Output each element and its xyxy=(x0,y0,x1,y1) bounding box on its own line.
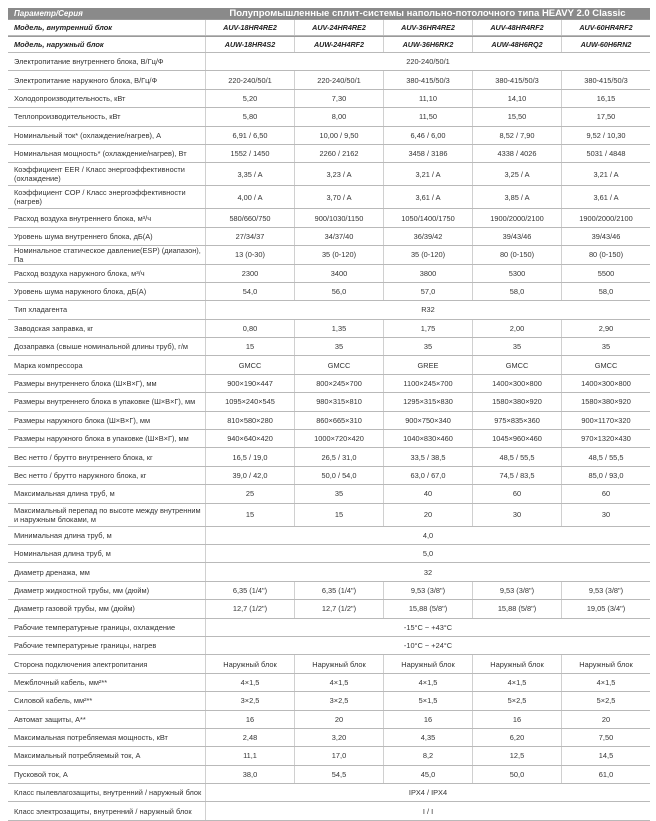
value-cell: 4338 / 4026 xyxy=(472,145,561,162)
value-cell: 16 xyxy=(383,711,472,728)
value-cell: 15,50 xyxy=(472,108,561,125)
value-cell: 8,52 / 7,90 xyxy=(472,127,561,144)
value-cell: 26,5 / 31,0 xyxy=(294,448,383,465)
row-label: Диаметр газовой трубы, мм (дюйм) xyxy=(14,604,135,614)
table-row xyxy=(8,108,650,126)
row-label: Сторона подключения электропитания xyxy=(14,659,148,669)
value-cell: 10,00 / 9,50 xyxy=(294,127,383,144)
value-cell: 7,30 xyxy=(294,90,383,107)
row-label: Максимальный перепад по высоте между внутренним и наружным блоками, м xyxy=(14,505,201,524)
value-cell: 980×315×810 xyxy=(294,393,383,410)
value-cell: 25 xyxy=(205,485,294,502)
row-label: Теплопроизводительность, кВт xyxy=(14,112,121,122)
value-cell: 16 xyxy=(472,711,561,728)
value-cell: 1,35 xyxy=(294,320,383,337)
value-cell: 4,00 / A xyxy=(205,186,294,208)
row-label: Вес нетто / брутто наружного блока, кг xyxy=(14,471,147,480)
value-cell: 1552 / 1450 xyxy=(205,145,294,162)
row-label: Размеры внутреннего блока в упаковке (Ш×В×Г), мм xyxy=(14,397,196,407)
merged-value-cell: I / I xyxy=(205,802,650,819)
value-cell: 16,5 / 19,0 xyxy=(205,448,294,465)
value-cell: 11,10 xyxy=(383,90,472,107)
value-cell: 3,35 / A xyxy=(205,163,294,185)
model-name-cell: AUV-48HR4RF2 xyxy=(472,20,561,35)
row-label: Холодопроизводительность, кВт xyxy=(14,93,126,103)
value-cell: 6,46 / 6,00 xyxy=(383,127,472,144)
value-cell: 3,21 / A xyxy=(561,163,650,185)
value-cell: 45,0 xyxy=(383,766,472,783)
value-cell: 380-415/50/3 xyxy=(383,71,472,88)
value-cell: 48,5 / 55,5 xyxy=(472,448,561,465)
row-label: Номинальный ток* (охлаждение/нагрев), А xyxy=(14,130,162,140)
table-row xyxy=(8,283,650,301)
value-cell: 12,5 xyxy=(472,747,561,764)
value-cell: 20 xyxy=(561,711,650,728)
merged-value-cell: -15°C ~ +43°C xyxy=(205,619,650,636)
value-cell: 12,7 (1/2") xyxy=(294,600,383,617)
value-cell: 810×580×280 xyxy=(205,412,294,429)
model-name-cell: AUV-60HR4RF2 xyxy=(561,20,650,35)
value-cell: 5×2,5 xyxy=(561,692,650,709)
table-row xyxy=(8,448,650,466)
table-row xyxy=(8,467,650,485)
table-row xyxy=(8,619,650,637)
value-cell: GMCC xyxy=(294,356,383,373)
value-cell: 85,0 / 93,0 xyxy=(561,467,650,484)
value-cell: 12,7 (1/2") xyxy=(205,600,294,617)
value-cell: Наружный блок xyxy=(205,655,294,672)
value-cell: 3,20 xyxy=(294,729,383,746)
value-cell: 80 (0-150) xyxy=(561,246,650,263)
value-cell: 15,88 (5/8") xyxy=(472,600,561,617)
value-cell: 14,5 xyxy=(561,747,650,764)
value-cell: 35 (0-120) xyxy=(294,246,383,263)
value-cell: 33,5 / 38,5 xyxy=(383,448,472,465)
row-label: Уровень шума наружного блока, дБ(A) xyxy=(14,287,147,297)
value-cell: 1900/2000/2100 xyxy=(472,209,561,226)
value-cell: 5,20 xyxy=(205,90,294,107)
row-label: Марка компрессора xyxy=(14,360,83,370)
row-label: Класс пылевлагозащиты, внутренний / наружный блок xyxy=(14,788,202,798)
model-row xyxy=(8,36,650,53)
table-row xyxy=(8,301,650,319)
value-cell: 9,52 / 10,30 xyxy=(561,127,650,144)
value-cell: 2300 xyxy=(205,265,294,282)
value-cell: 3800 xyxy=(383,265,472,282)
table-row xyxy=(8,527,650,545)
value-cell: 50,0 xyxy=(472,766,561,783)
value-cell: 800×245×700 xyxy=(294,375,383,392)
value-cell: 970×1320×430 xyxy=(561,430,650,447)
row-label: Коэффициент COP / Класс энергоэффективности (нагрев) xyxy=(14,188,186,207)
table-row xyxy=(8,246,650,264)
value-cell: 1040×830×460 xyxy=(383,430,472,447)
value-cell: 6,20 xyxy=(472,729,561,746)
row-label: Максимальная потребляемая мощность, кВт xyxy=(14,733,168,743)
value-cell: 4×1,5 xyxy=(561,674,650,691)
merged-value-cell: 4,0 xyxy=(205,527,650,544)
table-row xyxy=(8,265,650,283)
table-row xyxy=(8,430,650,448)
table-row xyxy=(8,600,650,618)
value-cell: 35 xyxy=(294,338,383,355)
value-cell: 2,90 xyxy=(561,320,650,337)
model-name-cell: AUV-24HR4RE2 xyxy=(294,20,383,35)
value-cell: 20 xyxy=(383,504,472,526)
table-row xyxy=(8,338,650,356)
row-label: Дозаправка (свыше номинальной длины труб), г/м xyxy=(14,342,188,352)
value-cell: 1580×380×920 xyxy=(561,393,650,410)
row-label: Номинальная длина труб, м xyxy=(14,549,111,559)
model-name-cell: AUW-18HR4S2 xyxy=(205,37,294,52)
value-cell: 1050/1400/1750 xyxy=(383,209,472,226)
value-cell: GMCC xyxy=(205,356,294,373)
merged-value-cell: IPX4 / IPX4 xyxy=(205,784,650,801)
value-cell: 35 (0-120) xyxy=(383,246,472,263)
value-cell: 7,50 xyxy=(561,729,650,746)
value-cell: 34/37/40 xyxy=(294,228,383,245)
value-cell: 30 xyxy=(561,504,650,526)
table-row xyxy=(8,90,650,108)
row-label: Максимальная длина труб, м xyxy=(14,489,115,499)
value-cell: 900×190×447 xyxy=(205,375,294,392)
value-cell: 5031 / 4848 xyxy=(561,145,650,162)
table-row xyxy=(8,320,650,338)
value-cell: 35 xyxy=(383,338,472,355)
value-cell: 17,0 xyxy=(294,747,383,764)
value-cell: 4×1,5 xyxy=(383,674,472,691)
table-body xyxy=(8,19,650,821)
model-name-cell: AUV-36HR4RE2 xyxy=(383,20,472,35)
value-cell: 19,05 (3/4") xyxy=(561,600,650,617)
value-cell: 900/1030/1150 xyxy=(294,209,383,226)
table-row xyxy=(8,802,650,820)
value-cell: 1045×960×460 xyxy=(472,430,561,447)
row-label: Размеры внутреннего блока (Ш×В×Г), мм xyxy=(14,379,157,389)
value-cell: 39,0 / 42,0 xyxy=(205,467,294,484)
table-row xyxy=(8,563,650,581)
value-cell: 5300 xyxy=(472,265,561,282)
value-cell: 900×1170×320 xyxy=(561,412,650,429)
table-row xyxy=(8,504,650,527)
row-label: Тип хладагента xyxy=(14,305,68,315)
table-row xyxy=(8,145,650,163)
value-cell: 580/660/750 xyxy=(205,209,294,226)
table-row xyxy=(8,186,650,209)
value-cell: 27/34/37 xyxy=(205,228,294,245)
value-cell: 48,5 / 55,5 xyxy=(561,448,650,465)
value-cell: 5×1,5 xyxy=(383,692,472,709)
value-cell: 220-240/50/1 xyxy=(294,71,383,88)
table-row xyxy=(8,356,650,374)
value-cell: 3400 xyxy=(294,265,383,282)
merged-value-cell: 5,0 xyxy=(205,545,650,562)
table-row xyxy=(8,784,650,802)
merged-value-cell: -10°C ~ +24°C xyxy=(205,637,650,654)
table-row xyxy=(8,393,650,411)
value-cell: 4×1,5 xyxy=(472,674,561,691)
value-cell: 35 xyxy=(561,338,650,355)
row-label: Автомат защиты, А** xyxy=(14,714,86,724)
value-cell: 2,48 xyxy=(205,729,294,746)
value-cell: 220-240/50/1 xyxy=(205,71,294,88)
value-cell: 1295×315×830 xyxy=(383,393,472,410)
table-row xyxy=(8,53,650,71)
table-row xyxy=(8,747,650,765)
merged-value-cell: R32 xyxy=(205,301,650,318)
table-row xyxy=(8,582,650,600)
value-cell: 5500 xyxy=(561,265,650,282)
value-cell: 4,35 xyxy=(383,729,472,746)
table-row xyxy=(8,209,650,227)
row-label: Силовой кабель, мм²** xyxy=(14,696,93,706)
value-cell: 1095×240×545 xyxy=(205,393,294,410)
table-row xyxy=(8,637,650,655)
row-label: Диаметр дренажа, мм xyxy=(14,567,90,577)
value-cell: 39/43/46 xyxy=(472,228,561,245)
row-label: Максимальный потребляемый ток, А xyxy=(14,751,141,761)
value-cell: 380-415/50/3 xyxy=(472,71,561,88)
value-cell: GMCC xyxy=(561,356,650,373)
value-cell: 13 (0-30) xyxy=(205,246,294,263)
value-cell: 30 xyxy=(472,504,561,526)
value-cell: 1100×245×700 xyxy=(383,375,472,392)
value-cell: 56,0 xyxy=(294,283,383,300)
value-cell: 1000×720×420 xyxy=(294,430,383,447)
row-label: Расход воздуха наружного блока, м³/ч xyxy=(14,268,145,278)
value-cell: 975×835×360 xyxy=(472,412,561,429)
value-cell: 54,5 xyxy=(294,766,383,783)
value-cell: 20 xyxy=(294,711,383,728)
value-cell: 3458 / 3186 xyxy=(383,145,472,162)
value-cell: 6,35 (1/4") xyxy=(294,582,383,599)
value-cell: 1,75 xyxy=(383,320,472,337)
value-cell: 3,23 / A xyxy=(294,163,383,185)
value-cell: Наружный блок xyxy=(294,655,383,672)
value-cell: 15 xyxy=(205,504,294,526)
value-cell: 6,91 / 6,50 xyxy=(205,127,294,144)
value-cell: 8,00 xyxy=(294,108,383,125)
table-row xyxy=(8,163,650,186)
value-cell: 35 xyxy=(472,338,561,355)
value-cell: 60 xyxy=(472,485,561,502)
value-cell: 50,0 / 54,0 xyxy=(294,467,383,484)
value-cell: 9,53 (3/8") xyxy=(383,582,472,599)
value-cell: 860×665×310 xyxy=(294,412,383,429)
value-cell: 2,00 xyxy=(472,320,561,337)
value-cell: 3,85 / A xyxy=(472,186,561,208)
table-row xyxy=(8,655,650,673)
value-cell: 61,0 xyxy=(561,766,650,783)
value-cell: 1580×380×920 xyxy=(472,393,561,410)
row-label: Электропитание внутреннего блока, В/Гц/Ф xyxy=(14,57,164,67)
model-name-cell: AUW-36H6RK2 xyxy=(383,37,472,52)
value-cell: 16 xyxy=(205,711,294,728)
row-label: Расход воздуха внутреннего блока, м³/ч xyxy=(14,213,152,223)
table-row xyxy=(8,71,650,89)
value-cell: 4×1,5 xyxy=(294,674,383,691)
value-cell: 5×2,5 xyxy=(472,692,561,709)
value-cell: 1400×300×800 xyxy=(472,375,561,392)
row-label: Номинальное статическое давление(ESP) (диапазон), Па xyxy=(14,246,201,264)
value-cell: 5,80 xyxy=(205,108,294,125)
value-cell: 940×640×420 xyxy=(205,430,294,447)
merged-value-cell: 32 xyxy=(205,563,650,580)
value-cell: 2260 / 2162 xyxy=(294,145,383,162)
value-cell: 58,0 xyxy=(561,283,650,300)
value-cell: 3,61 / A xyxy=(561,186,650,208)
value-cell: 8,2 xyxy=(383,747,472,764)
row-label: Размеры наружного блока в упаковке (Ш×В×Г), мм xyxy=(14,434,189,444)
value-cell: 9,53 (3/8") xyxy=(472,582,561,599)
value-cell: 58,0 xyxy=(472,283,561,300)
row-label: Вес нетто / брутто внутреннего блока, кг xyxy=(14,452,153,462)
value-cell: 74,5 / 83,5 xyxy=(472,467,561,484)
model-name-cell: AUV-18HR4RE2 xyxy=(205,20,294,35)
table-row xyxy=(8,674,650,692)
table-title: Полупромышленные сплит-системы напольно-потолочного типа HEAVY 2.0 Classic xyxy=(229,8,626,19)
value-cell: 11,50 xyxy=(383,108,472,125)
row-label: Минимальная длина труб, м xyxy=(14,530,112,540)
value-cell: 63,0 / 67,0 xyxy=(383,467,472,484)
value-cell: 3,21 / A xyxy=(383,163,472,185)
row-label: Заводская заправка, кг xyxy=(14,323,94,333)
value-cell: 0,80 xyxy=(205,320,294,337)
value-cell: 36/39/42 xyxy=(383,228,472,245)
model-row xyxy=(8,19,650,36)
table-row xyxy=(8,485,650,503)
value-cell: Наружный блок xyxy=(472,655,561,672)
table-row xyxy=(8,412,650,430)
row-label: Модель, наружный блок xyxy=(14,40,104,49)
value-cell: 16,15 xyxy=(561,90,650,107)
row-label: Рабочие температурные границы, нагрев xyxy=(14,641,157,651)
value-cell: 900×750×340 xyxy=(383,412,472,429)
value-cell: 1900/2000/2100 xyxy=(561,209,650,226)
row-label: Размеры наружного блока (Ш×В×Г), мм xyxy=(14,415,151,425)
table-row xyxy=(8,729,650,747)
value-cell: Наружный блок xyxy=(383,655,472,672)
table-row xyxy=(8,375,650,393)
value-cell: 9,53 (3/8") xyxy=(561,582,650,599)
value-cell: 3×2,5 xyxy=(205,692,294,709)
value-cell: GMCC xyxy=(472,356,561,373)
value-cell: 380-415/50/3 xyxy=(561,71,650,88)
value-cell: 3,25 / A xyxy=(472,163,561,185)
value-cell: 80 (0-150) xyxy=(472,246,561,263)
value-cell: 39/43/46 xyxy=(561,228,650,245)
table-row xyxy=(8,692,650,710)
row-label: Диаметр жидкостной трубы, мм (дюйм) xyxy=(14,585,150,595)
model-name-cell: AUW-48H6RQ2 xyxy=(472,37,561,52)
row-label: Электропитание наружного блока, В/Гц/Ф xyxy=(14,75,158,85)
table-row xyxy=(8,766,650,784)
value-cell: Наружный блок xyxy=(561,655,650,672)
table-row xyxy=(8,545,650,563)
value-cell: 17,50 xyxy=(561,108,650,125)
value-cell: 40 xyxy=(383,485,472,502)
value-cell: 3×2,5 xyxy=(294,692,383,709)
row-label: Модель, внутренний блок xyxy=(14,23,113,32)
table-row xyxy=(8,127,650,145)
model-name-cell: AUW-24H4RF2 xyxy=(294,37,383,52)
row-label: Пусковой ток, А xyxy=(14,769,68,779)
param-series-label: Параметр/Серия xyxy=(14,9,83,18)
value-cell: 38,0 xyxy=(205,766,294,783)
value-cell: 35 xyxy=(294,485,383,502)
row-label: Коэффициент EER / Класс энергоэффективности (охлаждение) xyxy=(14,165,185,184)
value-cell: 1400×300×800 xyxy=(561,375,650,392)
row-label: Класс электрозащиты, внутренний / наружный блок xyxy=(14,806,192,816)
value-cell: 6,35 (1/4") xyxy=(205,582,294,599)
table-row xyxy=(8,228,650,246)
value-cell: 15 xyxy=(294,504,383,526)
value-cell: 4×1,5 xyxy=(205,674,294,691)
model-name-cell: AUW-60H6RN2 xyxy=(561,37,650,52)
value-cell: 3,70 / A xyxy=(294,186,383,208)
value-cell: 14,10 xyxy=(472,90,561,107)
table-header xyxy=(8,8,650,19)
spec-table xyxy=(8,8,650,814)
value-cell: GREE xyxy=(383,356,472,373)
value-cell: 11,1 xyxy=(205,747,294,764)
row-label: Номинальная мощность* (охлаждение/нагрев), Вт xyxy=(14,149,187,159)
row-label: Межблочный кабель, мм²** xyxy=(14,677,108,687)
value-cell: 15 xyxy=(205,338,294,355)
row-label: Уровень шума внутреннего блока, дБ(A) xyxy=(14,231,153,241)
value-cell: 60 xyxy=(561,485,650,502)
value-cell: 54,0 xyxy=(205,283,294,300)
row-label: Рабочие температурные границы, охлаждение xyxy=(14,622,176,632)
table-row xyxy=(8,711,650,729)
value-cell: 3,61 / A xyxy=(383,186,472,208)
merged-value-cell: 220-240/50/1 xyxy=(205,53,650,70)
value-cell: 57,0 xyxy=(383,283,472,300)
value-cell: 15,88 (5/8") xyxy=(383,600,472,617)
